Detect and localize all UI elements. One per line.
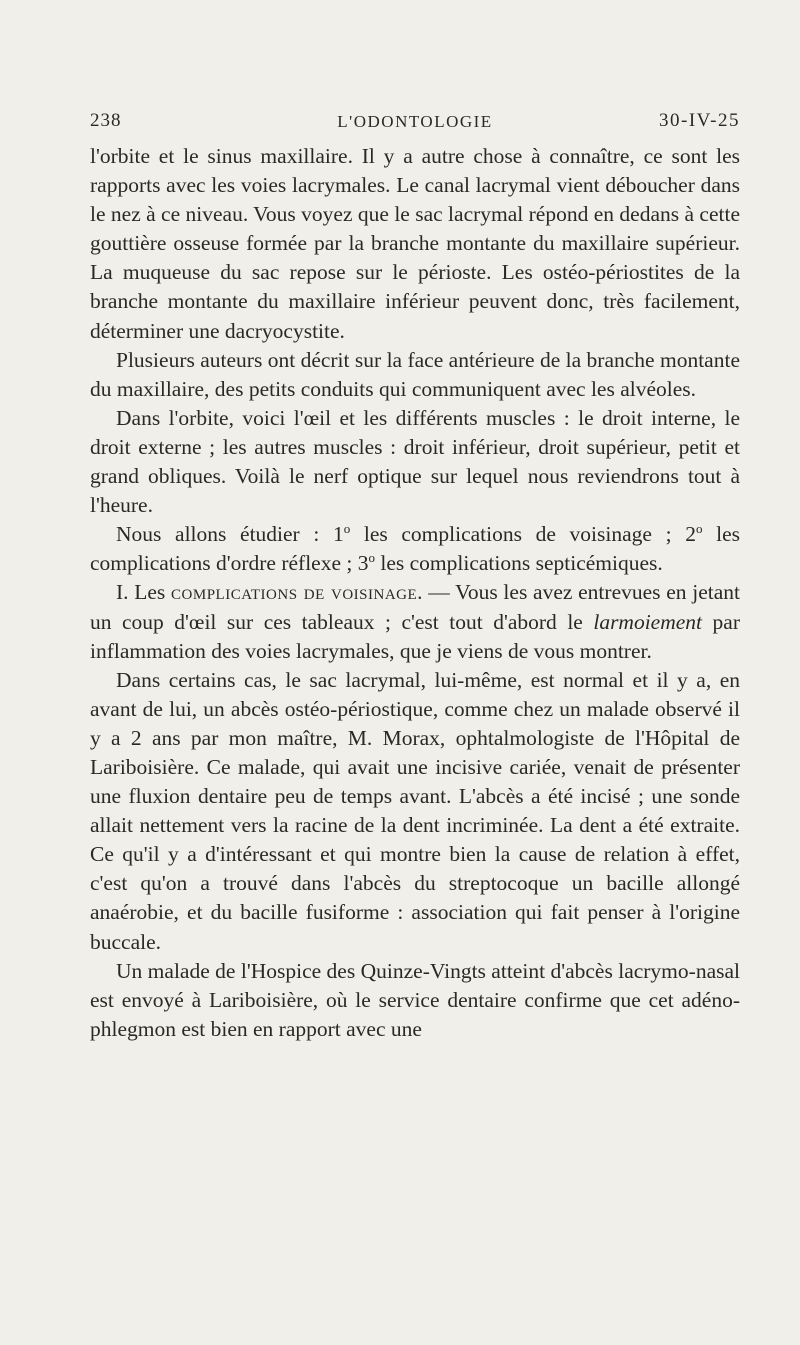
ordinal-superscript: o xyxy=(695,521,703,537)
emphasis-term: larmoiement xyxy=(593,609,703,634)
ordinal-superscript: o xyxy=(368,550,375,566)
issue-date: 30-IV-25 xyxy=(659,110,740,131)
paragraph: l'orbite et le sinus maxillaire. Il y a autre chose à connaître, ce sont les rapports avec les voies lacrymales. Le canal lacrymal vient déboucher dans le nez à ce niveau. Vous voyez que le sac lacrymal répond en dedans à cette gouttière osseuse formée par la branche montante du maxillaire supérieur. La muqueuse du sac repose sur le périoste. Les ostéo-périostites de la branche montante du maxillaire inférieur peuvent donc, très facilement, déterminer une dacryocystite. xyxy=(90,144,740,343)
paragraph: Plusieurs auteurs ont décrit sur la face antérieure de la branche montante du maxillaire, des petits conduits qui communiquent avec les alvéoles. xyxy=(90,347,740,401)
paragraph-text: les complications septicémiques. xyxy=(375,551,663,576)
paragraph xyxy=(90,578,740,665)
paragraph: Dans certains cas, le sac lacrymal, lui-même, est normal et il y a, en avant de lui, un abcès ostéo-périostique, comme chez un malade observé il y a 2 ans par mon maître, M. Morax, ophtalmologiste de l'Hôpital de Lariboisière. Ce malade, qui avait une incisive cariée, venait de présenter une fluxion dentaire peu de temps avant. L'abcès a été incisé ; une sonde allait nettement vers la racine de la dent incriminée. La dent a été extraite. Ce qu'il y a d'intéressant et qui montre bien la cause de relation à effet, c'est qu'on a trouvé dans l'abcès du streptocoque un bacille allongé anaérobie, et du bacille fusiforme : association qui fait penser à l'origine buccale. xyxy=(90,667,740,954)
running-header xyxy=(90,110,740,134)
section-heading: complications de voisinage xyxy=(171,580,418,605)
paragraph-text: Nous allons étudier : 1 xyxy=(116,522,344,547)
paragraph xyxy=(90,520,740,578)
paragraph-text: I. Les xyxy=(116,580,172,605)
paragraph-text: les complications de voisinage ; 2 xyxy=(350,522,696,547)
paragraph-text: par inflammation des voies lacrymales, que je viens de vous montrer. xyxy=(90,609,740,663)
paragraph: Dans l'orbite, voici l'œil et les différents muscles : le droit interne, le droit externe ; les autres muscles : droit inférieur, droit supérieur, petit et grand obliques. Voilà le nerf optique sur lequel nous reviendrons tout à l'heure. xyxy=(90,405,740,518)
running-title: L'ODONTOLOGIE xyxy=(337,112,493,131)
page-number: 238 xyxy=(90,110,122,131)
paragraph-text: les complications d'ordre réflexe ; 3 xyxy=(90,522,740,576)
paragraph: Un malade de l'Hospice des Quinze-Vingts atteint d'abcès lacrymo-nasal est envoyé à Lariboisière, où le service dentaire confirme que cet adéno-phlegmon est bien en rapport avec une xyxy=(90,958,740,1041)
paragraph-text: . — Vous les avez entrevues en jetant un coup d'œil sur ces tableaux ; c'est tout d'abord le xyxy=(90,580,741,634)
ordinal-superscript: o xyxy=(343,521,351,537)
body-text xyxy=(90,142,740,1044)
